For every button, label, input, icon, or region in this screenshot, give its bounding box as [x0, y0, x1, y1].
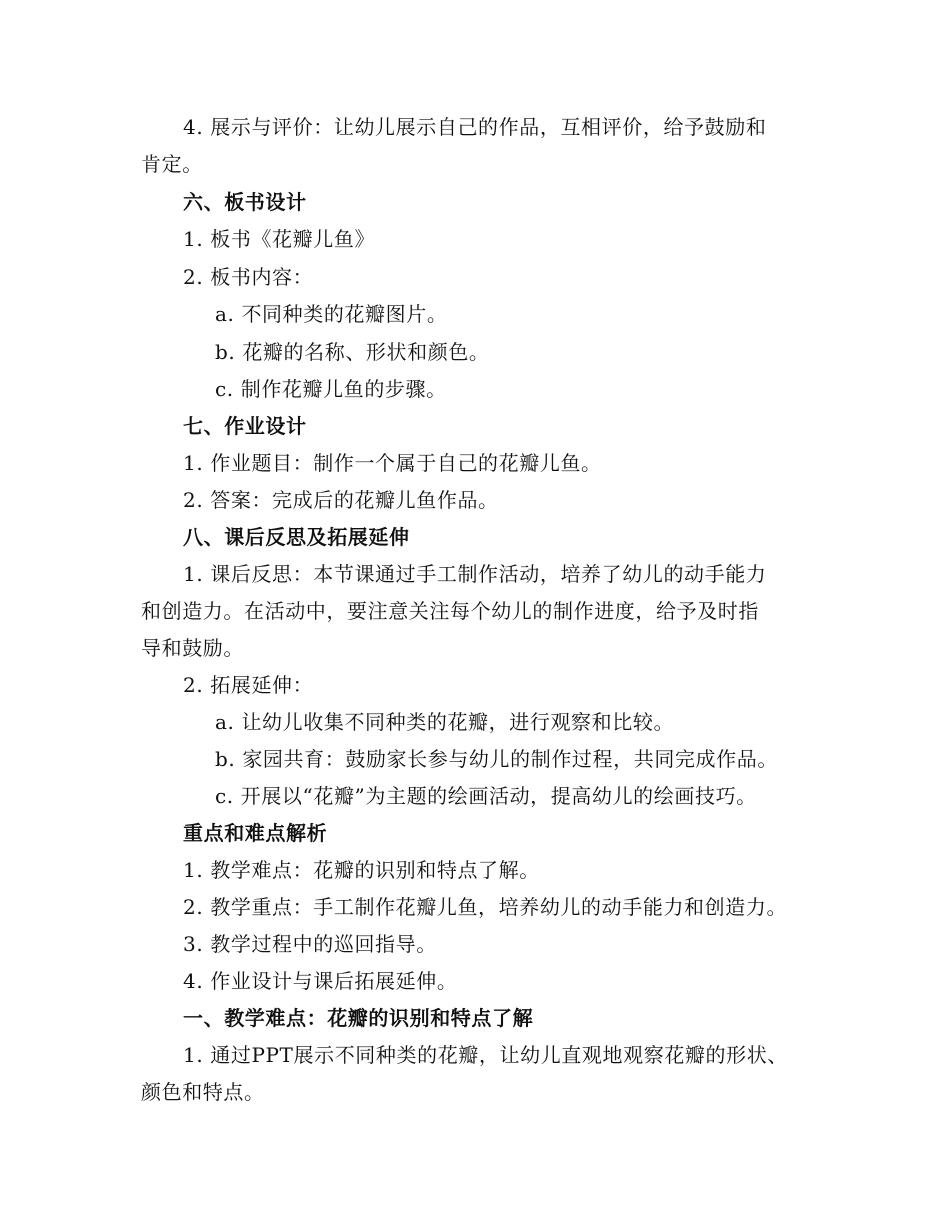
list-item: 4. 作业设计与课后拓展延伸。	[183, 969, 458, 993]
list-item: 2. 教学重点：手工制作花瓣儿鱼，培养幼儿的动手能力和创造力。	[183, 895, 788, 919]
section-heading: 八、课后反思及拓展延伸	[183, 525, 410, 549]
list-item: 1. 作业题目：制作一个属于自己的花瓣儿鱼。	[183, 451, 602, 475]
list-item: 3. 教学过程中的巡回指导。	[183, 932, 437, 956]
section-heading: 六、板书设计	[183, 190, 307, 214]
list-item: 2. 板书内容：	[183, 265, 314, 289]
paragraph-line: 颜色和特点。	[141, 1080, 265, 1104]
paragraph-line: 和创造力。在活动中，要注意关注每个幼儿的制作进度，给予及时指	[141, 599, 759, 623]
list-item: 2. 拓展延伸：	[183, 673, 314, 697]
sub-list-item: c. 开展以“花瓣”为主题的绘画活动，提高幼儿的绘画技巧。	[215, 784, 757, 808]
list-item: 2. 答案：完成后的花瓣儿鱼作品。	[183, 488, 499, 512]
paragraph-line: 1. 课后反思：本节课通过手工制作活动，培养了幼儿的动手能力	[183, 562, 767, 586]
list-item: 1. 教学难点：花瓣的识别和特点了解。	[183, 858, 540, 882]
sub-list-item: b. 家园共育：鼓励家长参与幼儿的制作过程，共同完成作品。	[215, 747, 778, 771]
paragraph-line: 1. 通过PPT展示不同种类的花瓣，让幼儿直观地观察花瓣的形状、	[183, 1043, 788, 1067]
sub-list-item: c. 制作花瓣儿鱼的步骤。	[215, 377, 447, 401]
section-heading: 七、作业设计	[183, 414, 307, 438]
sub-list-item: a. 让幼儿收集不同种类的花瓣，进行观察和比较。	[215, 710, 675, 734]
sub-list-item: b. 花瓣的名称、形状和颜色。	[215, 340, 490, 364]
paragraph-line: 4. 展示与评价：让幼儿展示自己的作品，互相评价，给予鼓励和	[183, 115, 767, 139]
paragraph-line: 导和鼓励。	[141, 636, 244, 660]
paragraph-line: 肯定。	[141, 152, 203, 176]
section-heading: 一、教学难点：花瓣的识别和特点了解	[183, 1006, 534, 1030]
list-item: 1. 板书《花瓣儿鱼》	[183, 227, 376, 251]
sub-list-item: a. 不同种类的花瓣图片。	[215, 302, 448, 326]
section-heading: 重点和难点解析	[183, 821, 328, 845]
